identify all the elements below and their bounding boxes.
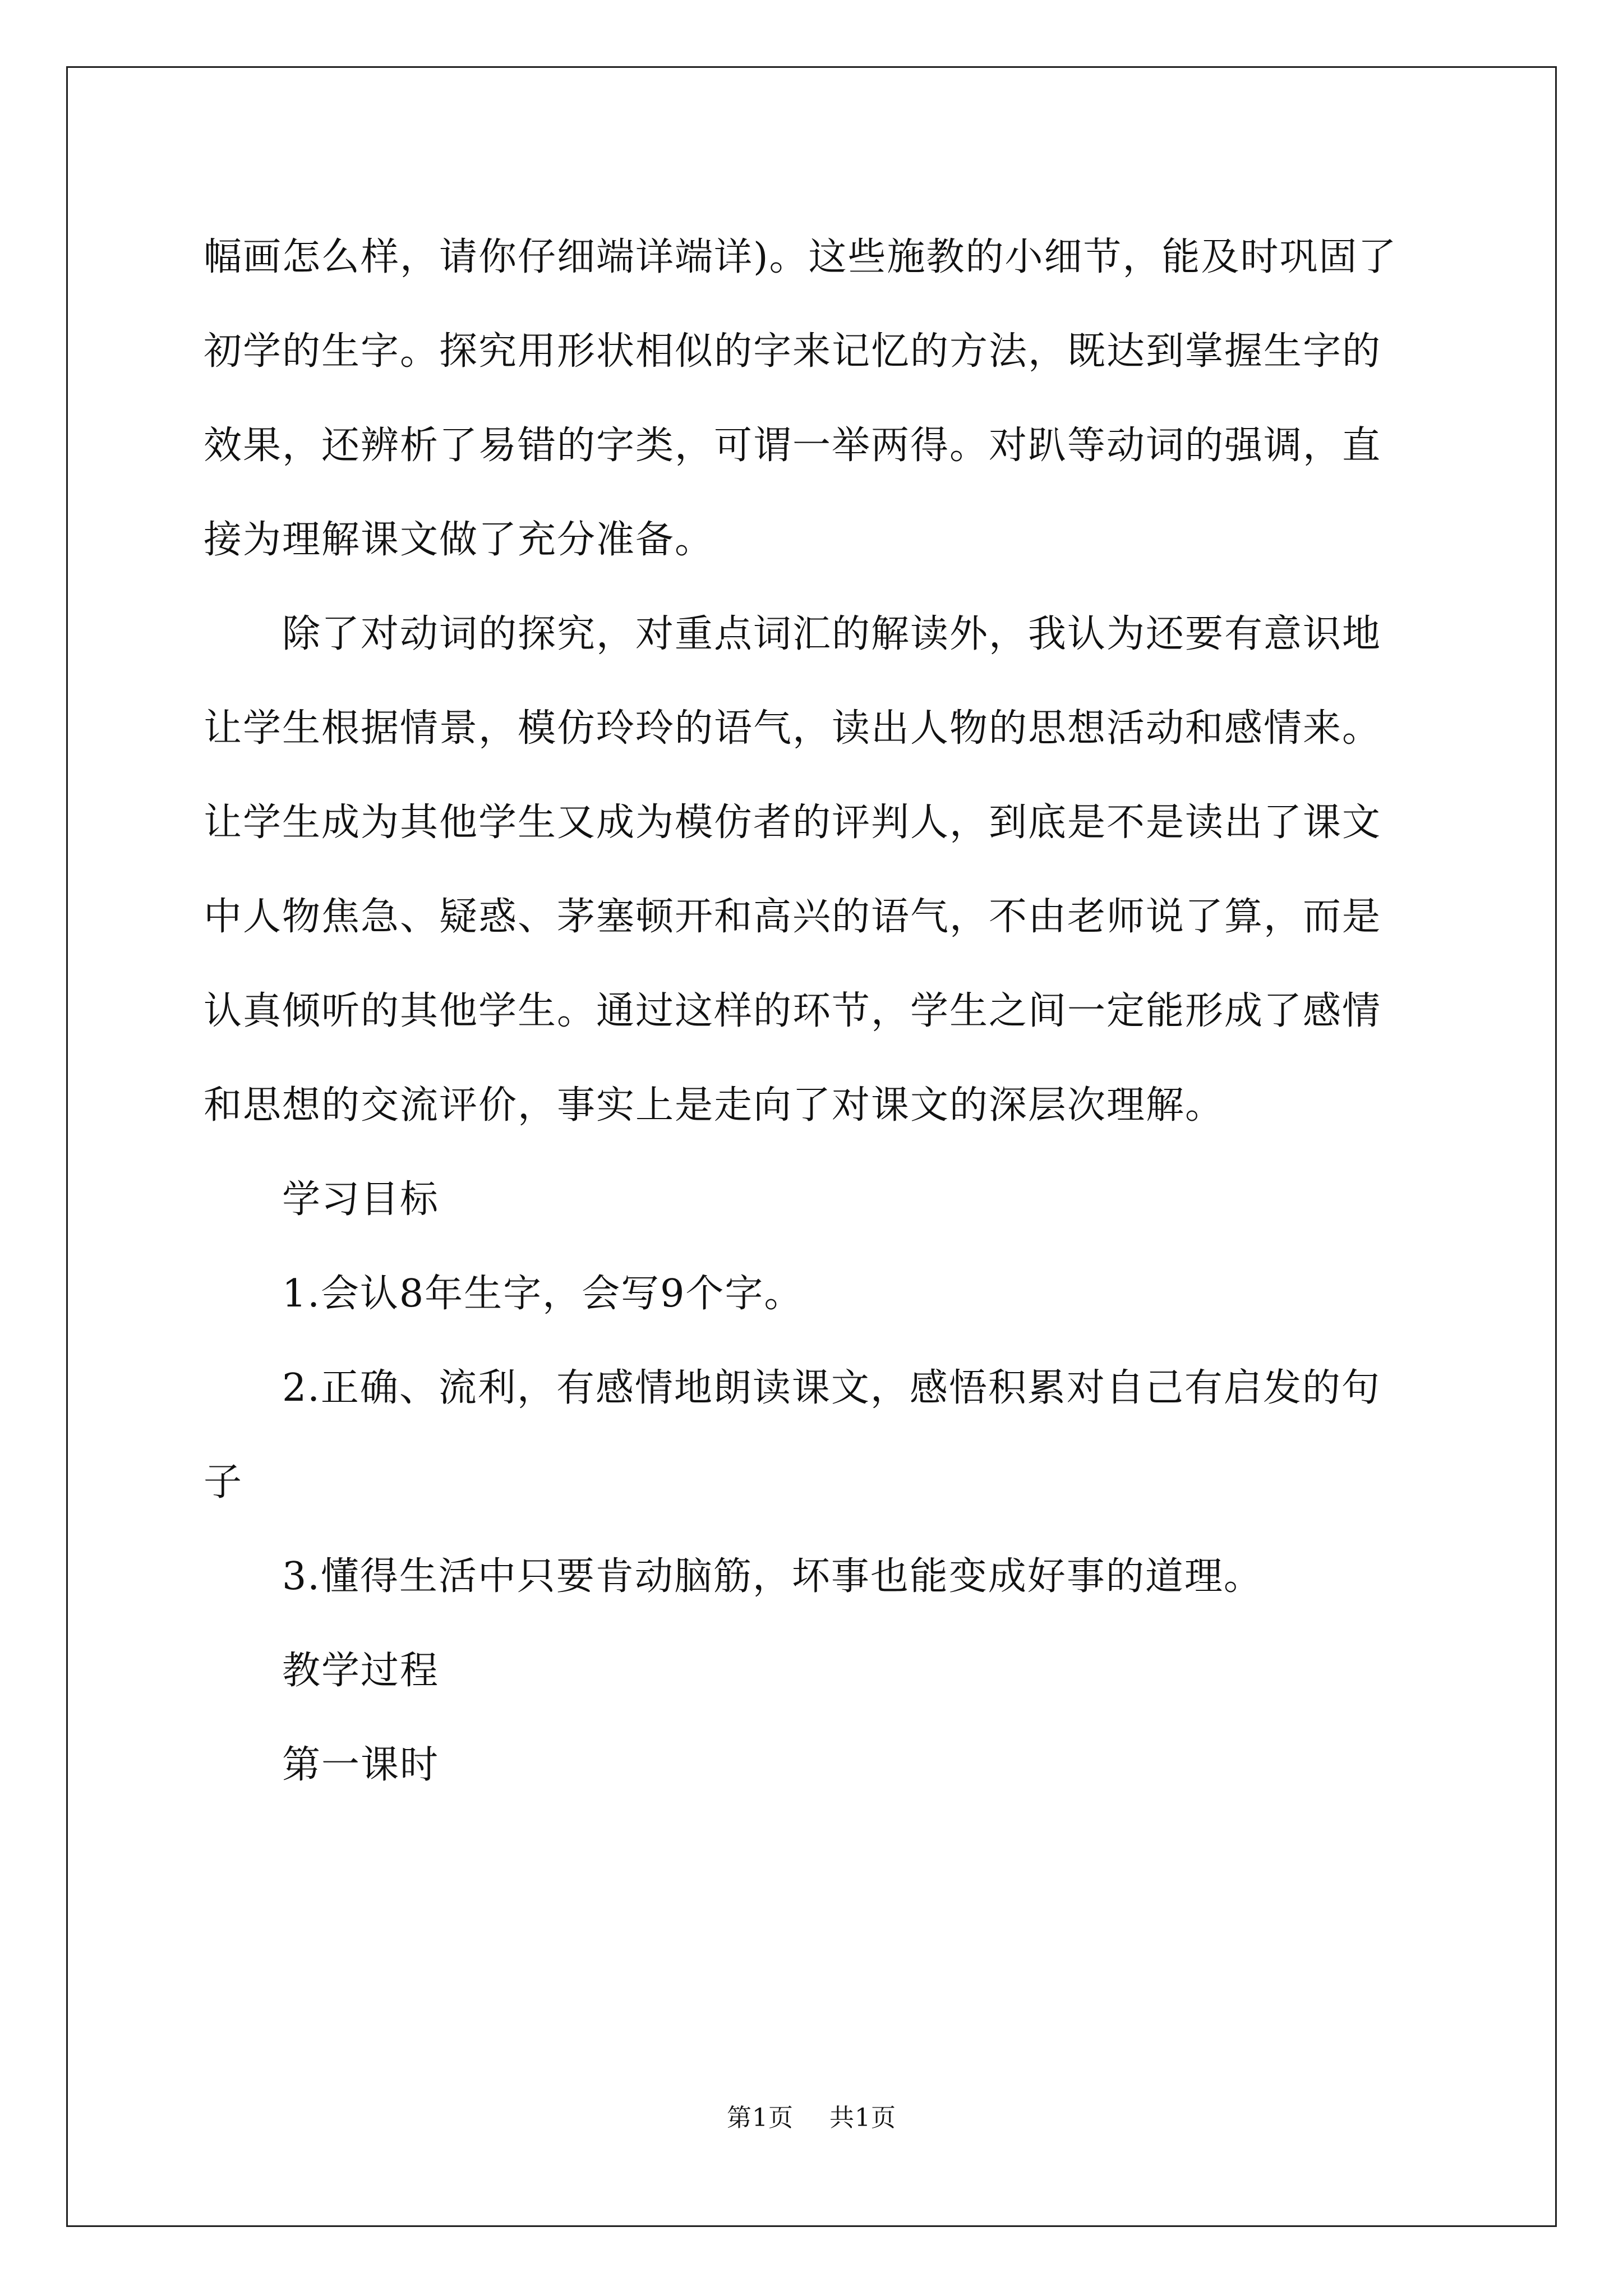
paragraph-1-line-3: 效果，还辨析了易错的字类，可谓一举两得。对趴等动词的强调，直 [204,424,1382,468]
paragraph-2-line-2: 让学生根据情景，模仿玲玲的语气，读出人物的思想活动和感情来。 [204,706,1382,751]
document-body [68,68,1555,2225]
paragraph-2-line-5: 认真倾听的其他学生。通过这样的环节，学生之间一定能形成了感情 [204,989,1382,1033]
page-footer [68,2104,1555,2132]
paragraph-1-line-4: 接为理解课文做了充分准备。 [204,518,714,562]
page-number: 第1页 [727,2104,794,2132]
heading-learning-goals: 学习目标 [282,1177,440,1222]
paragraph-2-line-4: 中人物焦急、疑惑、茅塞顿开和高兴的语气，不由老师说了算，而是 [204,895,1382,939]
paragraph-1-line-2: 初学的生字。探究用形状相似的字来记忆的方法，既达到掌握生字的 [204,329,1382,374]
heading-teaching-process: 教学过程 [282,1649,440,1693]
goal-item-1: 1.会认8年生字，会写9个字。 [282,1272,804,1316]
paragraph-1-line-1: 幅画怎么样，请你仔细端详端详)。这些施教的小细节，能及时巩固了 [204,235,1398,279]
paragraph-2-line-1: 除了对动词的探究，对重点词汇的解读外，我认为还要有意识地 [282,612,1382,656]
heading-first-lesson: 第一课时 [282,1743,440,1787]
goal-item-3: 3.懂得生活中只要肯动脑筋，坏事也能变成好事的道理。 [282,1554,1263,1599]
page-frame [66,66,1557,2227]
paragraph-2-line-3: 让学生成为其他学生又成为模仿者的评判人，到底是不是读出了课文 [204,800,1382,845]
goal-item-2-line-2: 子 [204,1460,243,1504]
page-total: 共1页 [829,2104,896,2132]
goal-item-2-line-1: 2.正确、流利，有感情地朗读课文，感悟积累对自己有启发的句 [282,1366,1381,1410]
paragraph-2-line-6: 和思想的交流评价，事实上是走向了对课文的深层次理解。 [204,1083,1225,1128]
